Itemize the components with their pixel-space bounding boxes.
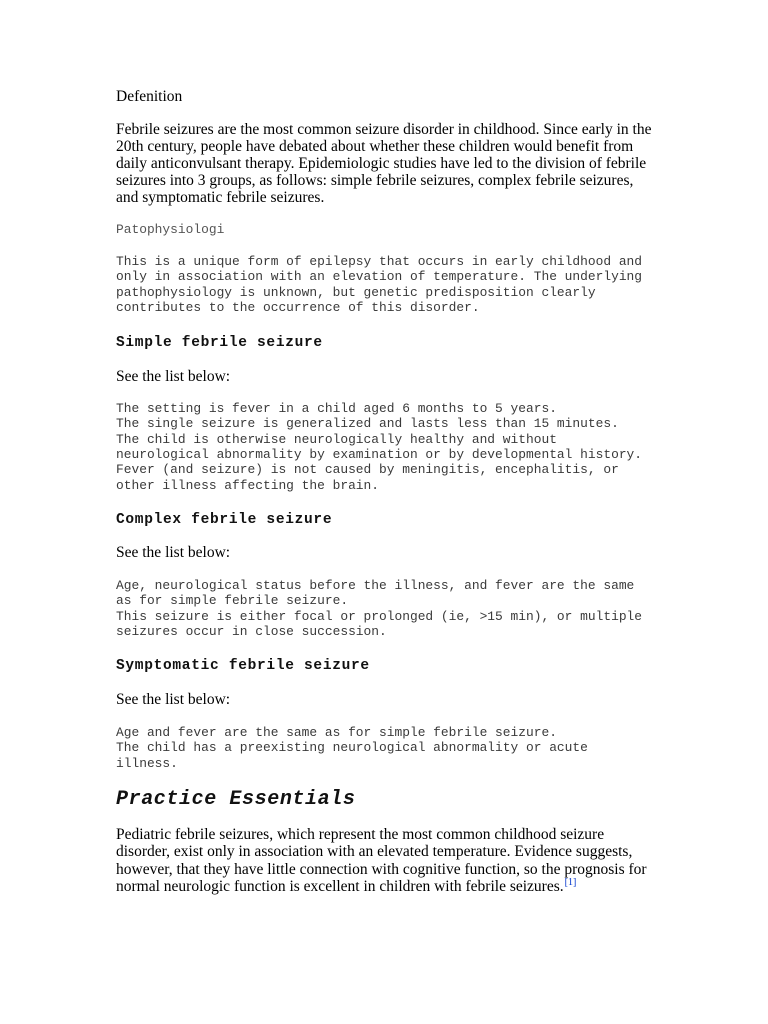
list-item: This seizure is either focal or prolonged (ie, >15 min), or multiple seizures occur in close succession. (116, 608, 643, 640)
complex-febrile-seizure-heading: Complex febrile seizure (116, 512, 333, 528)
paragraph-line: however, that they have little connection with cognitive function, so the prognosis for (116, 860, 647, 878)
paragraph-line: and symptomatic febrile seizures. (116, 189, 325, 206)
paragraph-line: Febrile seizures are the most common seizure disorder in childhood. Since early in the (116, 121, 652, 138)
complex-criteria-list (116, 578, 650, 639)
simple-list-intro: See the list below: (116, 368, 231, 385)
paragraph-line: normal neurologic function is excellent in children with febrile seizures. (116, 877, 564, 895)
paragraph-line-with-citation (116, 878, 647, 897)
paragraph-line: 20th century, people have debated about whether these children would benefit from (116, 138, 634, 155)
list-item: Fever (and seizure) is not caused by meningitis, encephalitis, or other illness affecting the brain. (116, 462, 619, 493)
list-item: Age and fever are the same as for simple febrile seizure. (116, 725, 557, 740)
paragraph-line: seizures into 3 groups, as follows: simple febrile seizures, complex febrile seizures, (116, 172, 634, 189)
paragraph-line: disorder, exist only in association with an elevated temperature. Evidence suggests, (116, 843, 633, 861)
list-item: The single seizure is generalized and lasts less than 15 minutes. (116, 416, 619, 432)
pathophysiology-heading: Patophysiologi (116, 222, 225, 237)
citation-link[interactable]: [1] (564, 876, 577, 888)
symptomatic-list-intro: See the list below: (116, 691, 231, 708)
simple-criteria-list (116, 401, 650, 493)
list-item: The child has a preexisting neurological abnormality or acute illness. (116, 740, 588, 771)
paragraph-line: Pediatric febrile seizures, which represent the most common childhood seizure (116, 826, 605, 843)
list-item: The child is otherwise neurologically healthy and without neurological abnormality by examination or by developmental history. (116, 431, 643, 463)
pathophysiology-paragraph: This is a unique form of epilepsy that occurs in early childhood and only in association with an elevation of temperature. The underlying pathophysiology is unknown, but genetic predisposition clearly contributes to the occurrence of this disorder. (116, 254, 643, 316)
definition-paragraph (116, 121, 651, 206)
symptomatic-febrile-seizure-heading: Symptomatic febrile seizure (116, 658, 370, 674)
simple-febrile-seizure-heading: Simple febrile seizure (116, 335, 323, 351)
complex-list-intro: See the list below: (116, 544, 231, 561)
practice-essentials-heading: Practice Essentials (116, 788, 356, 811)
list-item: Age, neurological status before the illness, and fever are the same as for simple febrile seizure. (116, 578, 635, 609)
practice-essentials-paragraph (116, 826, 647, 897)
symptomatic-criteria-list (116, 725, 650, 771)
definition-heading: Defenition (116, 88, 183, 105)
paragraph-line: daily anticonvulsant therapy. Epidemiologic studies have led to the division of febrile (116, 155, 647, 172)
list-item: The setting is fever in a child aged 6 months to 5 years. (116, 401, 557, 416)
